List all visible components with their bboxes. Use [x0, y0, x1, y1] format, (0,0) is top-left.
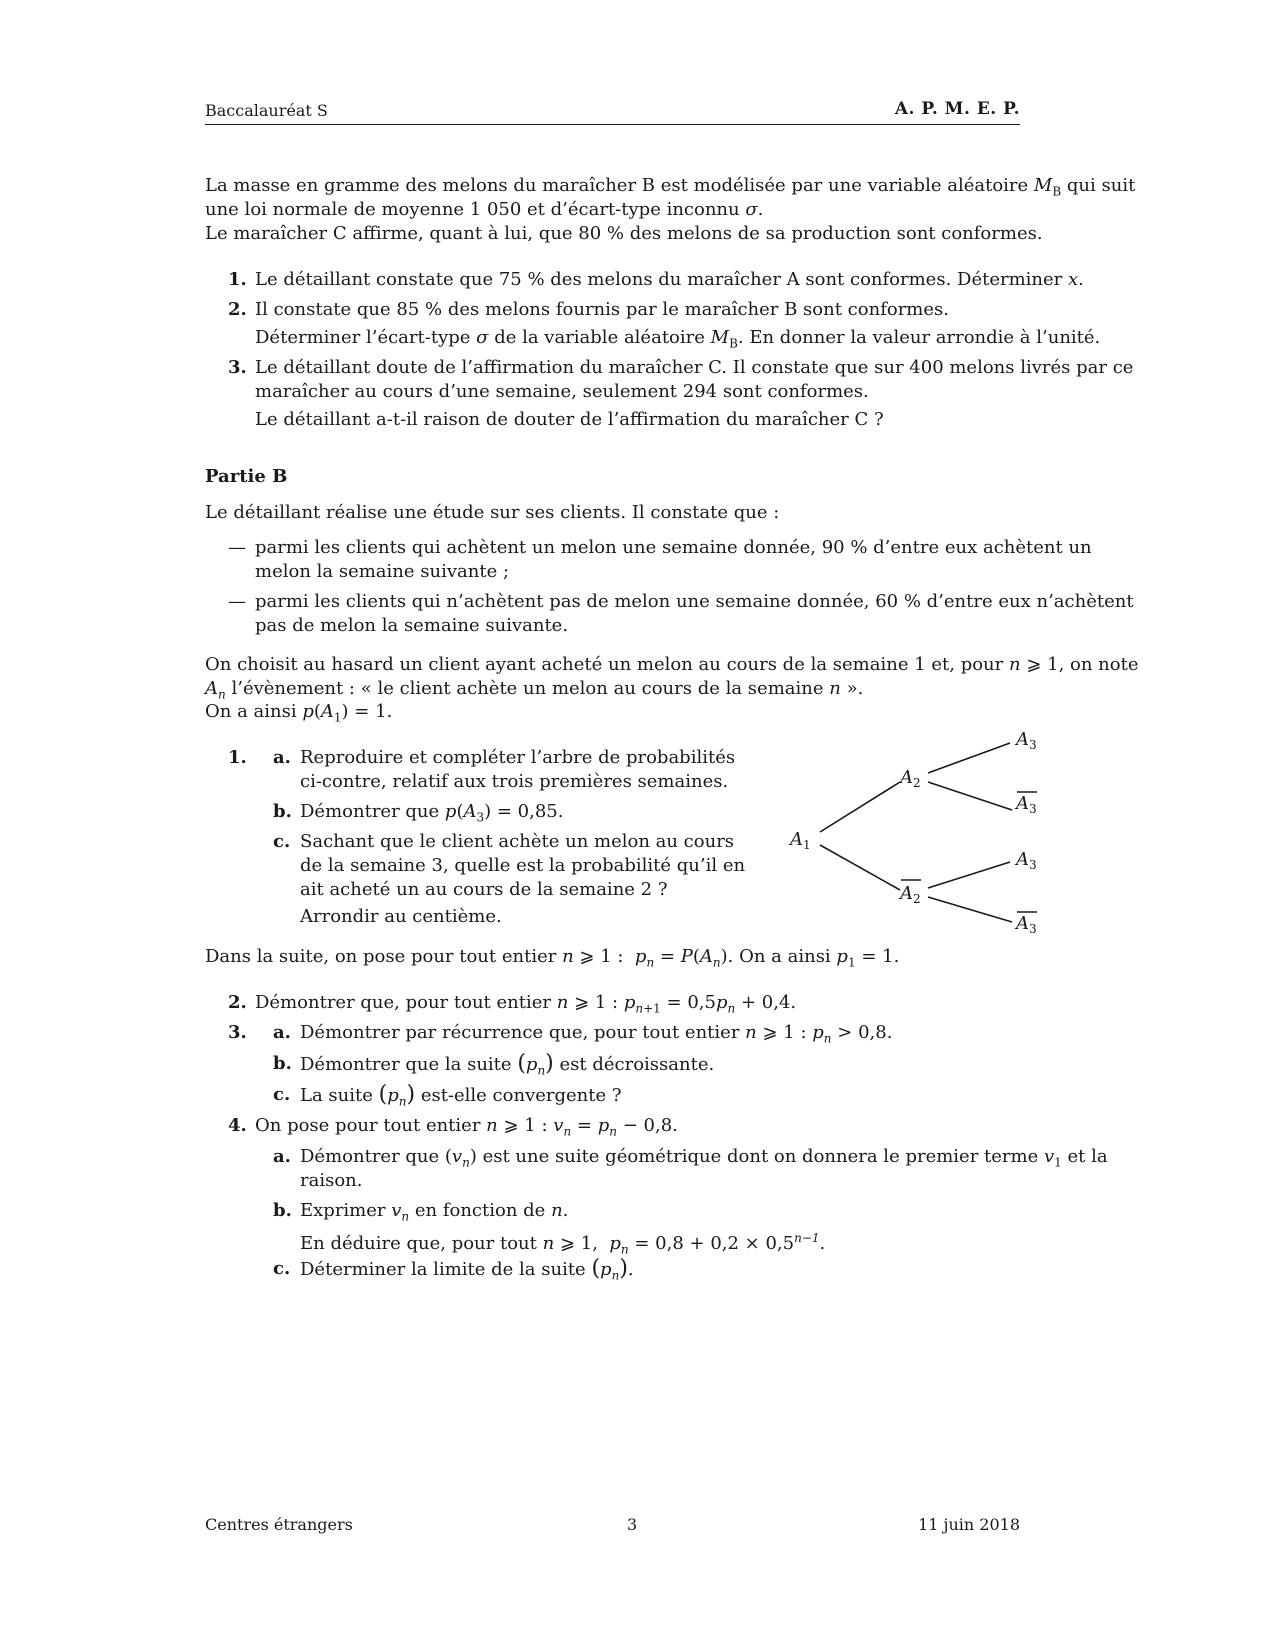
subquestion-label: a.: [273, 1146, 291, 1167]
question-b1c-line-4: Arrondir au centième.: [300, 906, 502, 927]
tree-edge: [928, 743, 1010, 773]
bullet-2-line-2: pas de melon la semaine suivante.: [255, 615, 569, 636]
question-b1c-line-3: ait acheté un au cours de la semaine 2 ?: [300, 879, 668, 900]
question-a3-line-1: Le détaillant doute de l’affirmation du maraîcher C. Il constate que sur 400 melons livrés par ce: [255, 357, 1134, 378]
bullet-dash: —: [228, 591, 246, 612]
intro-line-3: Le maraîcher C affirme, quant à lui, que 80 % des melons de sa production sont conformes.: [205, 223, 1043, 244]
bullet-1-line-2: melon la semaine suivante ;: [255, 561, 510, 582]
question-b1a-line-2: ci-contre, relatif aux trois premières semaines.: [300, 771, 729, 792]
footer-left: Centres étrangers: [205, 1515, 353, 1534]
header-left: Baccalauréat S: [205, 101, 328, 120]
question-b3b: Démontrer que la suite $(p_n)$ est décroissante.: [300, 1051, 715, 1078]
subquestion-label: c.: [273, 1084, 291, 1105]
footer-right: 11 juin 2018: [918, 1515, 1020, 1534]
question-number: 2.: [228, 992, 247, 1013]
question-a2-line-1: Il constate que 85 % des melons fournis par le maraîcher B sont conformes.: [255, 299, 949, 320]
question-b1c-line-2: de la semaine 3, quelle est la probabilité qu’il en: [300, 855, 746, 876]
question-b1b: Démontrer que $p(A_3) = 0,85$.: [300, 801, 564, 825]
question-b3a: Démontrer par récurrence que, pour tout entier n ⩾ 1 : $p_n > 0,8$.: [300, 1022, 893, 1046]
tree-leaf-a3-bar: $A_3$: [1016, 913, 1037, 936]
header-right: A. P. M. E. P.: [894, 99, 1020, 119]
tree-edge: [820, 782, 900, 832]
question-a3-line-3: Le détaillant a-t-il raison de douter de l’affirmation du maraîcher C ?: [255, 409, 884, 430]
tree-node-a1: $A_1$: [790, 829, 811, 852]
question-b4a-line-2: raison.: [300, 1170, 363, 1191]
tree-leaf-a3: $A_3$: [1016, 849, 1037, 872]
subquestion-label: b.: [273, 801, 292, 822]
bullet-2-line-1: parmi les clients qui n’achètent pas de melon une semaine donnée, 60 % d’entre eux n’achètent: [255, 591, 1134, 612]
question-number: 4.: [228, 1115, 247, 1136]
question-a3-line-2: maraîcher au cours d’une semaine, seulement 294 sont conformes.: [255, 381, 869, 402]
tree-leaf-a3: $A_3$: [1016, 729, 1037, 752]
question-a2-line-2: Déterminer l’écart-type σ de la variable aléatoire $M_B$. En donner la valeur arrondie à l’unité.: [255, 327, 1101, 351]
question-a1: Le détaillant constate que 75 % des melons du maraîcher A sont conformes. Déterminer x.: [255, 269, 1084, 290]
question-b4c: Déterminer la limite de la suite $(p_n)$.: [300, 1256, 634, 1283]
tree-edge: [928, 782, 1012, 810]
page-number: 3: [627, 1515, 638, 1534]
header-rule: [205, 124, 1020, 125]
question-number: 2.: [228, 299, 247, 320]
bullet-1-line-1: parmi les clients qui achètent un melon une semaine donnée, 90 % d’entre eux achètent un: [255, 537, 1092, 558]
probability-tree: [780, 729, 1060, 970]
tree-leaf-a3-bar: $A_3$: [1016, 793, 1037, 816]
subquestion-label: a.: [273, 1022, 291, 1043]
section-title-partie-b: Partie B: [205, 466, 288, 487]
tree-edge: [928, 897, 1012, 922]
intro-line-2: une loi normale de moyenne 1 050 et d’écart-type inconnu σ.: [205, 199, 764, 220]
subquestion-label: a.: [273, 747, 291, 768]
tree-edge: [928, 862, 1010, 888]
paragraph-line-1: On choisit au hasard un client ayant acheté un melon au cours de la semaine 1 et, pour n ⩾ 1, on note: [205, 654, 1139, 675]
partie-b-intro: Le détaillant réalise une étude sur ses clients. Il constate que :: [205, 502, 780, 523]
intro-line-1: La masse en gramme des melons du maraîcher B est modélisée par une variable aléatoire $M_B$ qui suit: [205, 175, 1136, 199]
bullet-dash: —: [228, 537, 246, 558]
subquestion-label: b.: [273, 1200, 292, 1221]
question-b1c-line-1: Sachant que le client achète un melon au cours: [300, 831, 735, 852]
question-number: 1.: [228, 747, 247, 768]
subquestion-label: b.: [273, 1053, 292, 1074]
question-number: 3.: [228, 357, 247, 378]
tree-edge: [820, 845, 900, 890]
question-b1a-line-1: Reproduire et compléter l’arbre de probabilités: [300, 747, 736, 768]
subquestion-label: c.: [273, 831, 291, 852]
question-number: 1.: [228, 269, 247, 290]
subquestion-label: c.: [273, 1258, 291, 1279]
question-b4b-line-2: En déduire que, pour tout n ⩾ 1, $p_n = 0,8 + 0,2 \times 0,5^{n-1}$.: [300, 1231, 826, 1257]
question-b4b-line-1: Exprimer $v_n$ en fonction de n.: [300, 1200, 569, 1224]
paragraph-line-2: $A_n$ l’évènement : « le client achète un melon au cours de la semaine n ».: [205, 678, 864, 702]
question-b3c: La suite $(p_n)$ est-elle convergente ?: [300, 1082, 622, 1109]
question-b4: On pose pour tout entier n ⩾ 1 : $v_n = p_n - 0,8$.: [255, 1115, 678, 1139]
question-number: 3.: [228, 1022, 247, 1043]
question-b4a-line-1: Démontrer que $(v_n)$ est une suite géométrique dont on donnera le premier terme $v_1$ et la: [300, 1146, 1108, 1170]
paragraph-line-3: On a ainsi $p(A_1) = 1$.: [205, 701, 393, 725]
question-b2: Démontrer que, pour tout entier n ⩾ 1 : $p_{n+1} = 0,5p_n + 0,4$.: [255, 992, 797, 1016]
tree-node-a2-bar: $A_2$: [900, 883, 921, 906]
suite-intro: Dans la suite, on pose pour tout entier n ⩾ 1 : $p_n = P(A_n)$. On a ainsi $p_1 = 1$.: [205, 946, 900, 970]
tree-node-a2: $A_2$: [900, 767, 921, 790]
